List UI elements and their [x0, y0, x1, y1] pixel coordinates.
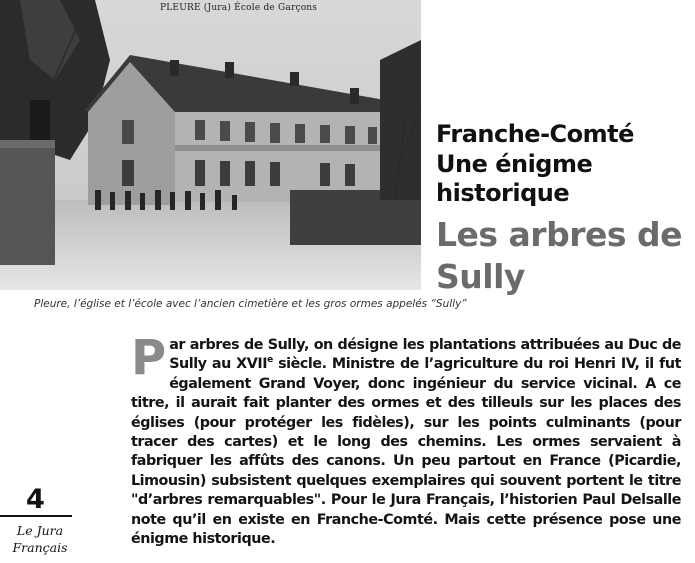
- century-superscript: e: [267, 355, 273, 366]
- article-text-part1: ar arbres de Sully, on désigne les plantations attribuées au Duc de Sully au XVII: [169, 337, 681, 373]
- photo-caption: Pleure, l’église et l’école avec l’ancien cimetière et les gros ormes appelés “Sully”: [34, 298, 467, 310]
- historic-photo: [0, 0, 421, 290]
- page-number: 4: [26, 484, 45, 515]
- article-title: Les arbres de Sully: [436, 215, 682, 296]
- article-body: [131, 330, 681, 549]
- photo-illustration: [0, 0, 421, 290]
- page-number-divider: [0, 515, 72, 517]
- drop-cap: P: [131, 330, 167, 386]
- article-subtitle: Une énigme historique: [436, 150, 593, 207]
- photo-inscription: PLEURE (Jura) École de Garçons: [160, 3, 318, 13]
- region-title: Franche-Comté: [436, 120, 634, 148]
- article-text-part2: siècle. Ministre de l’agriculture du roi Henri IV, il fut également Grand Voyer, donc ingénieur du service vicinal. A ce titre, il aurait fait planter des ormes et des tilleuls sur les places des églises (pour protéger les fidèles), sur les points culminants (pour tracer des cartes) et le long des chemins. Les ormes servaient à fabriquer les affûts des canons. Un peu partout en France (Picardie, Limousin) subsistent quelques exemplaires qui souvent portent le titre "d’arbres remarquables". Pour le Jura Français, l’historien Paul Delsalle note qu’il en existe en Franche-Comté. Mais cette présence pose une énigme historique.: [131, 356, 681, 548]
- magazine-name: Le Jura Français: [12, 523, 68, 555]
